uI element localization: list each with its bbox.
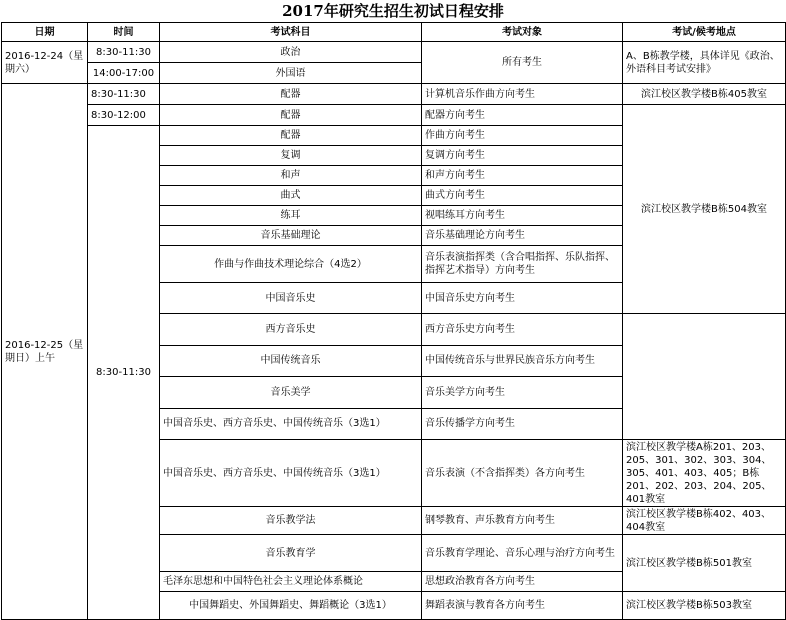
time-cell: 8:30-11:30: [88, 84, 160, 105]
header-date: 日期: [2, 23, 88, 42]
subject-cell: 音乐美学: [160, 377, 422, 408]
subject-cell: 中国音乐史: [160, 283, 422, 314]
target-cell: 配器方向考生: [422, 105, 623, 126]
subject-cell: 音乐教育学: [160, 535, 422, 572]
subject-cell: 外国语: [160, 63, 422, 84]
table-row: [2, 105, 786, 126]
table-header-row: [2, 23, 786, 42]
target-cell: 视唱练耳方向考生: [422, 206, 623, 226]
subject-cell: 配器: [160, 105, 422, 126]
table-row: [2, 84, 786, 105]
location-cell: 滨江校区教学楼B栋504教室: [623, 105, 786, 314]
header-time: 时间: [88, 23, 160, 42]
time-cell: 8:30-11:30: [88, 42, 160, 63]
subject-cell: 中国舞蹈史、外国舞蹈史、舞蹈概论（3选1）: [160, 592, 422, 620]
target-cell: 西方音乐史方向考生: [422, 314, 623, 345]
page-title: 2017年研究生招生初试日程安排: [282, 2, 504, 20]
target-cell: 作曲方向考生: [422, 126, 623, 146]
table-row: [2, 42, 786, 63]
target-cell: 中国传统音乐与世界民族音乐方向考生: [422, 345, 623, 376]
date-cell: 2016-12-24（星期六）: [2, 42, 88, 84]
location-cell: 滨江校区教学楼B栋402、403、404教室: [623, 507, 786, 535]
subject-cell: 毛泽东思想和中国特色社会主义理论体系概论: [160, 572, 422, 592]
target-cell: 和声方向考生: [422, 166, 623, 186]
subject-cell: 政治: [160, 42, 422, 63]
location-cell: 滨江校区教学楼B栋405教室: [623, 84, 786, 105]
time-cell: 14:00-17:00: [88, 63, 160, 84]
header-location: 考试/候考地点: [623, 23, 786, 42]
subject-cell: 复调: [160, 146, 422, 166]
location-cell: 滨江校区教学楼A栋201、203、205、301、302、303、304、305、401、403、405；B栋201、202、203、204、205、401教室: [623, 440, 786, 507]
header-subject: 考试科目: [160, 23, 422, 42]
target-cell: 思想政治教育各方向考生: [422, 572, 623, 592]
target-cell: 舞蹈表演与教育各方向考生: [422, 592, 623, 620]
location-cell: 滨江校区教学楼B栋503教室: [623, 592, 786, 620]
subject-cell: 音乐教学法: [160, 507, 422, 535]
subject-cell: 曲式: [160, 186, 422, 206]
target-cell: 钢琴教育、声乐教育方向考生: [422, 507, 623, 535]
target-cell: 音乐教育学理论、音乐心理与治疗方向考生: [422, 535, 623, 572]
subject-cell: 作曲与作曲技术理论综合（4选2）: [160, 246, 422, 283]
location-cell: A、B栋教学楼，具体详见《政治、外语科目考试安排》: [623, 42, 786, 84]
target-cell: 音乐表演指挥类（含合唱指挥、乐队指挥、指挥艺术指导）方向考生: [422, 246, 623, 283]
subject-cell: 练耳: [160, 206, 422, 226]
target-cell: 音乐基础理论方向考生: [422, 226, 623, 246]
subject-cell: 中国音乐史、西方音乐史、中国传统音乐（3选1）: [160, 408, 422, 439]
target-cell: 复调方向考生: [422, 146, 623, 166]
subject-cell: 中国传统音乐: [160, 345, 422, 376]
date-cell: 2016-12-25（星期日）上午: [2, 84, 88, 620]
subject-cell: 配器: [160, 126, 422, 146]
subject-cell: 西方音乐史: [160, 314, 422, 345]
schedule-table: [1, 22, 786, 620]
target-cell: 音乐表演（不含指挥类）各方向考生: [422, 440, 623, 507]
target-cell: 音乐传播学方向考生: [422, 408, 623, 439]
time-cell: 8:30-11:30: [88, 126, 160, 620]
subject-cell: 中国音乐史、西方音乐史、中国传统音乐（3选1）: [160, 440, 422, 507]
target-cell: 计算机音乐作曲方向考生: [422, 84, 623, 105]
subject-cell: 音乐基础理论: [160, 226, 422, 246]
time-cell: 8:30-12:00: [88, 105, 160, 126]
target-cell: 曲式方向考生: [422, 186, 623, 206]
location-cell: 滨江校区教学楼B栋501教室: [623, 535, 786, 592]
target-cell: 所有考生: [422, 42, 623, 84]
subject-cell: 和声: [160, 166, 422, 186]
target-cell: 中国音乐史方向考生: [422, 283, 623, 314]
header-target: 考试对象: [422, 23, 623, 42]
subject-cell: 配器: [160, 84, 422, 105]
target-cell: 音乐美学方向考生: [422, 377, 623, 408]
